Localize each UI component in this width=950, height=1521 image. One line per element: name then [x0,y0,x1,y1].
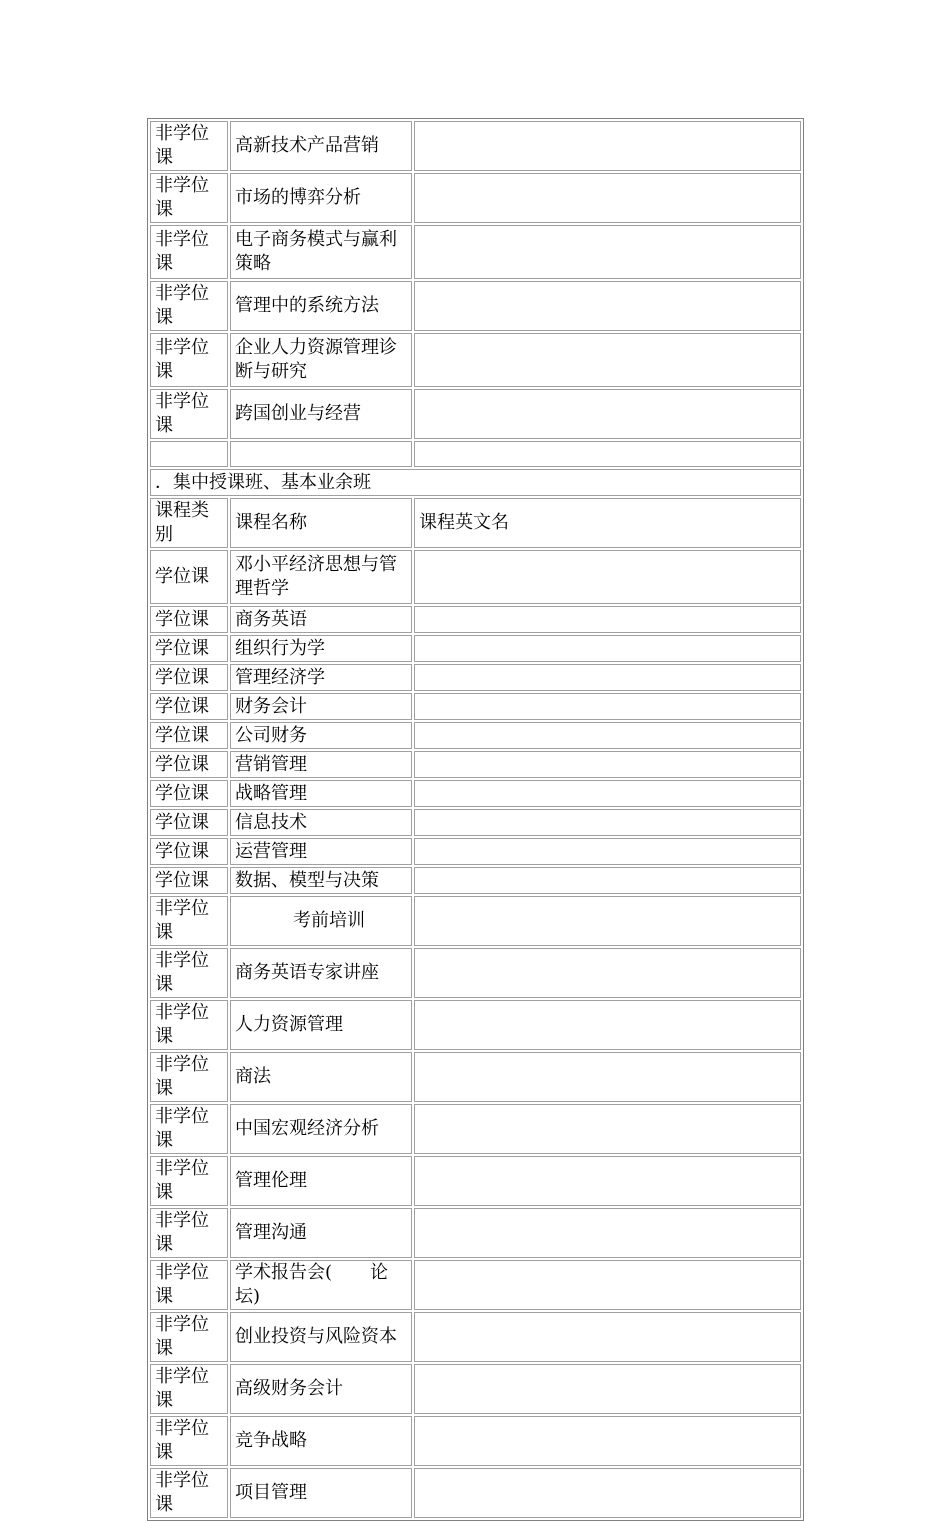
table-row [150,1156,801,1206]
course-category: 学位课 [150,751,228,778]
header-name: 课程名称 [230,498,412,548]
course-category: 非学位课 [150,225,228,279]
course-english-name [414,809,801,836]
table-row [150,1260,801,1310]
table-row [150,1208,801,1258]
course-english-name [414,948,801,998]
course-english-name [414,550,801,604]
table-row [150,838,801,865]
table-row [150,1052,801,1102]
course-name: 财务会计 [230,693,412,720]
course-english-name [414,1000,801,1050]
table-row [150,722,801,749]
course-name: 管理经济学 [230,664,412,691]
table-row [150,1312,801,1362]
course-category: 非学位课 [150,121,228,171]
course-category: 非学位课 [150,1000,228,1050]
course-category: 学位课 [150,550,228,604]
table-row [150,121,801,171]
course-category: 非学位课 [150,1052,228,1102]
table-header-row [150,498,801,548]
header-english-name: 课程英文名 [414,498,801,548]
course-name: 考前培训 [230,896,412,946]
course-name: 商务英语专家讲座 [230,948,412,998]
course-name: 企业人力资源管理诊断与研究 [230,333,412,387]
course-name: 商法 [230,1052,412,1102]
course-english-name [414,722,801,749]
table-row [150,635,801,662]
course-name: 商务英语 [230,606,412,633]
course-name: 竞争战略 [230,1416,412,1466]
header-category: 课程类别 [150,498,228,548]
course-english-name [414,225,801,279]
course-english-name [414,896,801,946]
blank-cell [150,441,228,467]
section-title-row [150,469,801,496]
table-row [150,173,801,223]
course-category: 学位课 [150,693,228,720]
table-row [150,1000,801,1050]
table-row [150,809,801,836]
course-category: 非学位课 [150,948,228,998]
course-name: 中国宏观经济分析 [230,1104,412,1154]
table-row [150,896,801,946]
course-category: 非学位课 [150,173,228,223]
course-name: 公司财务 [230,722,412,749]
course-name: 管理伦理 [230,1156,412,1206]
table-row [150,1104,801,1154]
course-name: 高新技术产品营销 [230,121,412,171]
course-english-name [414,1208,801,1258]
course-category: 学位课 [150,809,228,836]
course-name [230,1260,412,1310]
course-name: 运营管理 [230,838,412,865]
course-category: 学位课 [150,606,228,633]
course-name: 电子商务模式与赢利策略 [230,225,412,279]
course-english-name [414,1052,801,1102]
table-row [150,389,801,439]
course-name: 跨国创业与经营 [230,389,412,439]
course-category: 非学位课 [150,1104,228,1154]
course-name: 营销管理 [230,751,412,778]
course-english-name [414,606,801,633]
course-category: 非学位课 [150,333,228,387]
course-name: 战略管理 [230,780,412,807]
course-english-name [414,173,801,223]
table-row [150,606,801,633]
table-row [150,225,801,279]
course-name-part: 学术报告会( [235,1262,333,1283]
course-category: 非学位课 [150,1364,228,1414]
course-category: 非学位课 [150,1156,228,1206]
course-english-name [414,389,801,439]
table-row [150,1364,801,1414]
course-category: 学位课 [150,664,228,691]
course-english-name [414,1156,801,1206]
course-english-name [414,1416,801,1466]
table-row [150,867,801,894]
table-row [150,948,801,998]
blank-cell [230,441,412,467]
course-table [147,118,804,1521]
course-english-name [414,333,801,387]
course-category: 非学位课 [150,1416,228,1466]
table-row [150,693,801,720]
course-name: 创业投资与风险资本 [230,1312,412,1362]
course-english-name [414,121,801,171]
course-name: 高级财务会计 [230,1364,412,1414]
blank-cell [414,441,801,467]
course-name: 市场的博弈分析 [230,173,412,223]
course-english-name [414,281,801,331]
table-row [150,780,801,807]
course-category: 学位课 [150,838,228,865]
course-name: 信息技术 [230,809,412,836]
blank-row [150,441,801,467]
course-category: 学位课 [150,635,228,662]
table-row [150,1416,801,1466]
course-name: 邓小平经济思想与管理哲学 [230,550,412,604]
course-english-name [414,867,801,894]
course-english-name [414,1104,801,1154]
course-name-part: 论坛) [235,1262,389,1307]
course-name: 人力资源管理 [230,1000,412,1050]
course-english-name [414,751,801,778]
course-english-name [414,1364,801,1414]
course-english-name [414,693,801,720]
course-english-name [414,635,801,662]
course-category: 非学位课 [150,389,228,439]
course-name: 管理中的系统方法 [230,281,412,331]
course-english-name [414,1468,801,1518]
course-category: 非学位课 [150,1208,228,1258]
course-name: 组织行为学 [230,635,412,662]
course-english-name [414,838,801,865]
course-category: 学位课 [150,867,228,894]
course-english-name [414,1260,801,1310]
course-category: 学位课 [150,722,228,749]
course-english-name [414,1312,801,1362]
course-name: 数据、模型与决策 [230,867,412,894]
course-category: 学位课 [150,780,228,807]
table-row [150,751,801,778]
course-category: 非学位课 [150,1260,228,1310]
table-row [150,1468,801,1518]
table-row [150,333,801,387]
table-row [150,664,801,691]
course-category: 非学位课 [150,1468,228,1518]
table-row [150,550,801,604]
course-category: 非学位课 [150,896,228,946]
section-title: ．集中授课班、基本业余班 [150,469,801,496]
course-english-name [414,664,801,691]
course-category: 非学位课 [150,1312,228,1362]
course-english-name [414,780,801,807]
table-row [150,281,801,331]
course-name: 项目管理 [230,1468,412,1518]
course-category: 非学位课 [150,281,228,331]
course-name: 管理沟通 [230,1208,412,1258]
